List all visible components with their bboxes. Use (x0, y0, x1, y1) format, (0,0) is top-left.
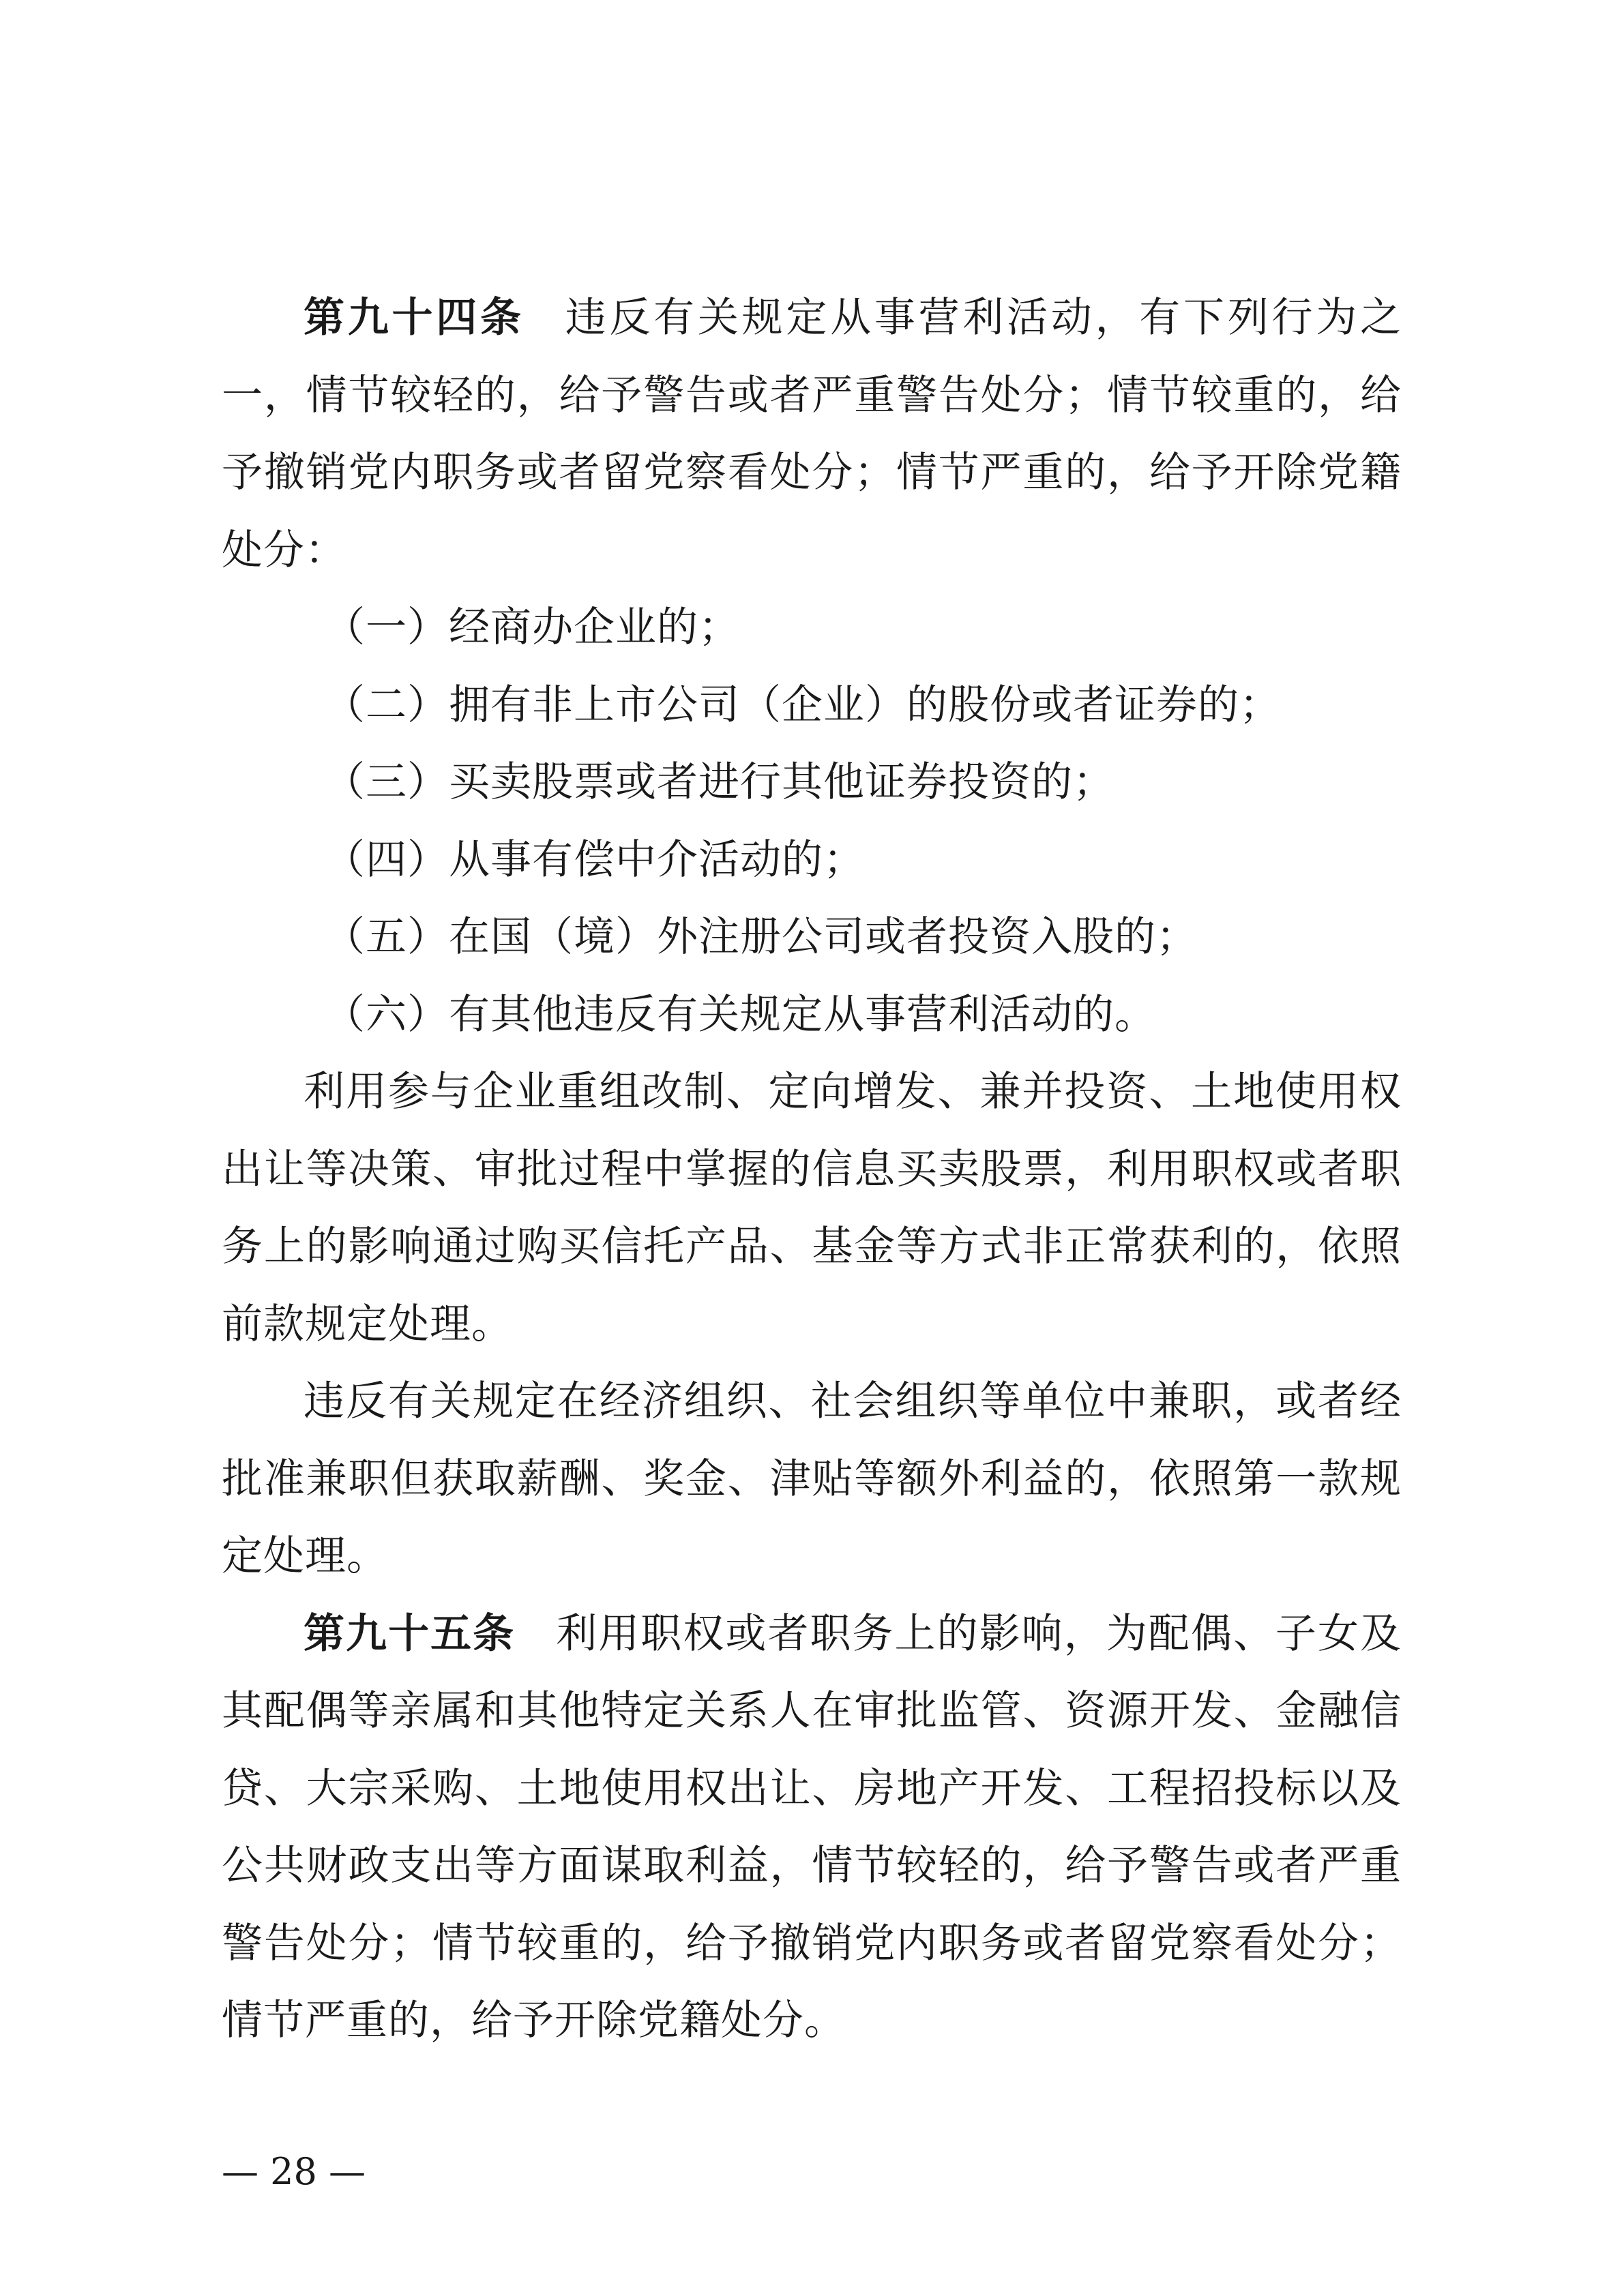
article-94-paragraph-2: 利用参与企业重组改制、定向增发、兼并投资、土地使用权出让等决策、审批过程中掌握的信息买卖股票，利用职权或者职务上的影响通过购买信托产品、基金等方式非正常获利的，依照前款规定处理。 (222, 1068, 1402, 1348)
article-94-item-4: （四）从事有偿中介活动的； (324, 835, 865, 884)
document-body (222, 280, 1402, 2060)
article-94-item-5: （五）在国（境）外注册公司或者投资入股的； (324, 913, 1198, 961)
article-94-intro (222, 280, 1402, 589)
article-94-item-6: （六）有其他违反有关规定从事营利活动的。 (324, 990, 1156, 1039)
article-94-item-2: （二）拥有非上市公司（企业）的股份或者证券的； (324, 681, 1281, 729)
page-number: — 28 — (222, 2150, 366, 2193)
article-95 (222, 1596, 1402, 2060)
article-94-item-3: （三）买卖股票或者进行其他证券投资的； (324, 758, 1114, 806)
article-95-number: 第九十五条 (304, 1609, 516, 1658)
article-94-number: 第九十四条 (304, 294, 525, 342)
article-94-paragraph-3: 违反有关规定在经济组织、社会组织等单位中兼职，或者经批准兼职但获取薪酬、奖金、津贴等额外利益的，依照第一款规定处理。 (222, 1377, 1402, 1580)
article-95-text: 利用职权或者职务上的影响，为配偶、子女及其配偶等亲属和其他特定关系人在审批监管、资源开发、金融信贷、大宗采购、土地使用权出让、房地产开发、工程招投标以及公共财政支出等方面谋取利益，情节较轻的，给予警告或者严重警告处分；情节较重的，给予撤销党内职务或者留党察看处分；情节严重的，给予开除党籍处分。 (222, 1609, 1402, 2044)
article-94-item-1: （一）经商办企业的； (324, 603, 740, 651)
article-94-text: 违反有关规定从事营利活动，有下列行为之一，情节较轻的，给予警告或者严重警告处分；情节较重的，给予撤销党内职务或者留党察看处分；情节严重的，给予开除党籍处分： (222, 294, 1402, 574)
